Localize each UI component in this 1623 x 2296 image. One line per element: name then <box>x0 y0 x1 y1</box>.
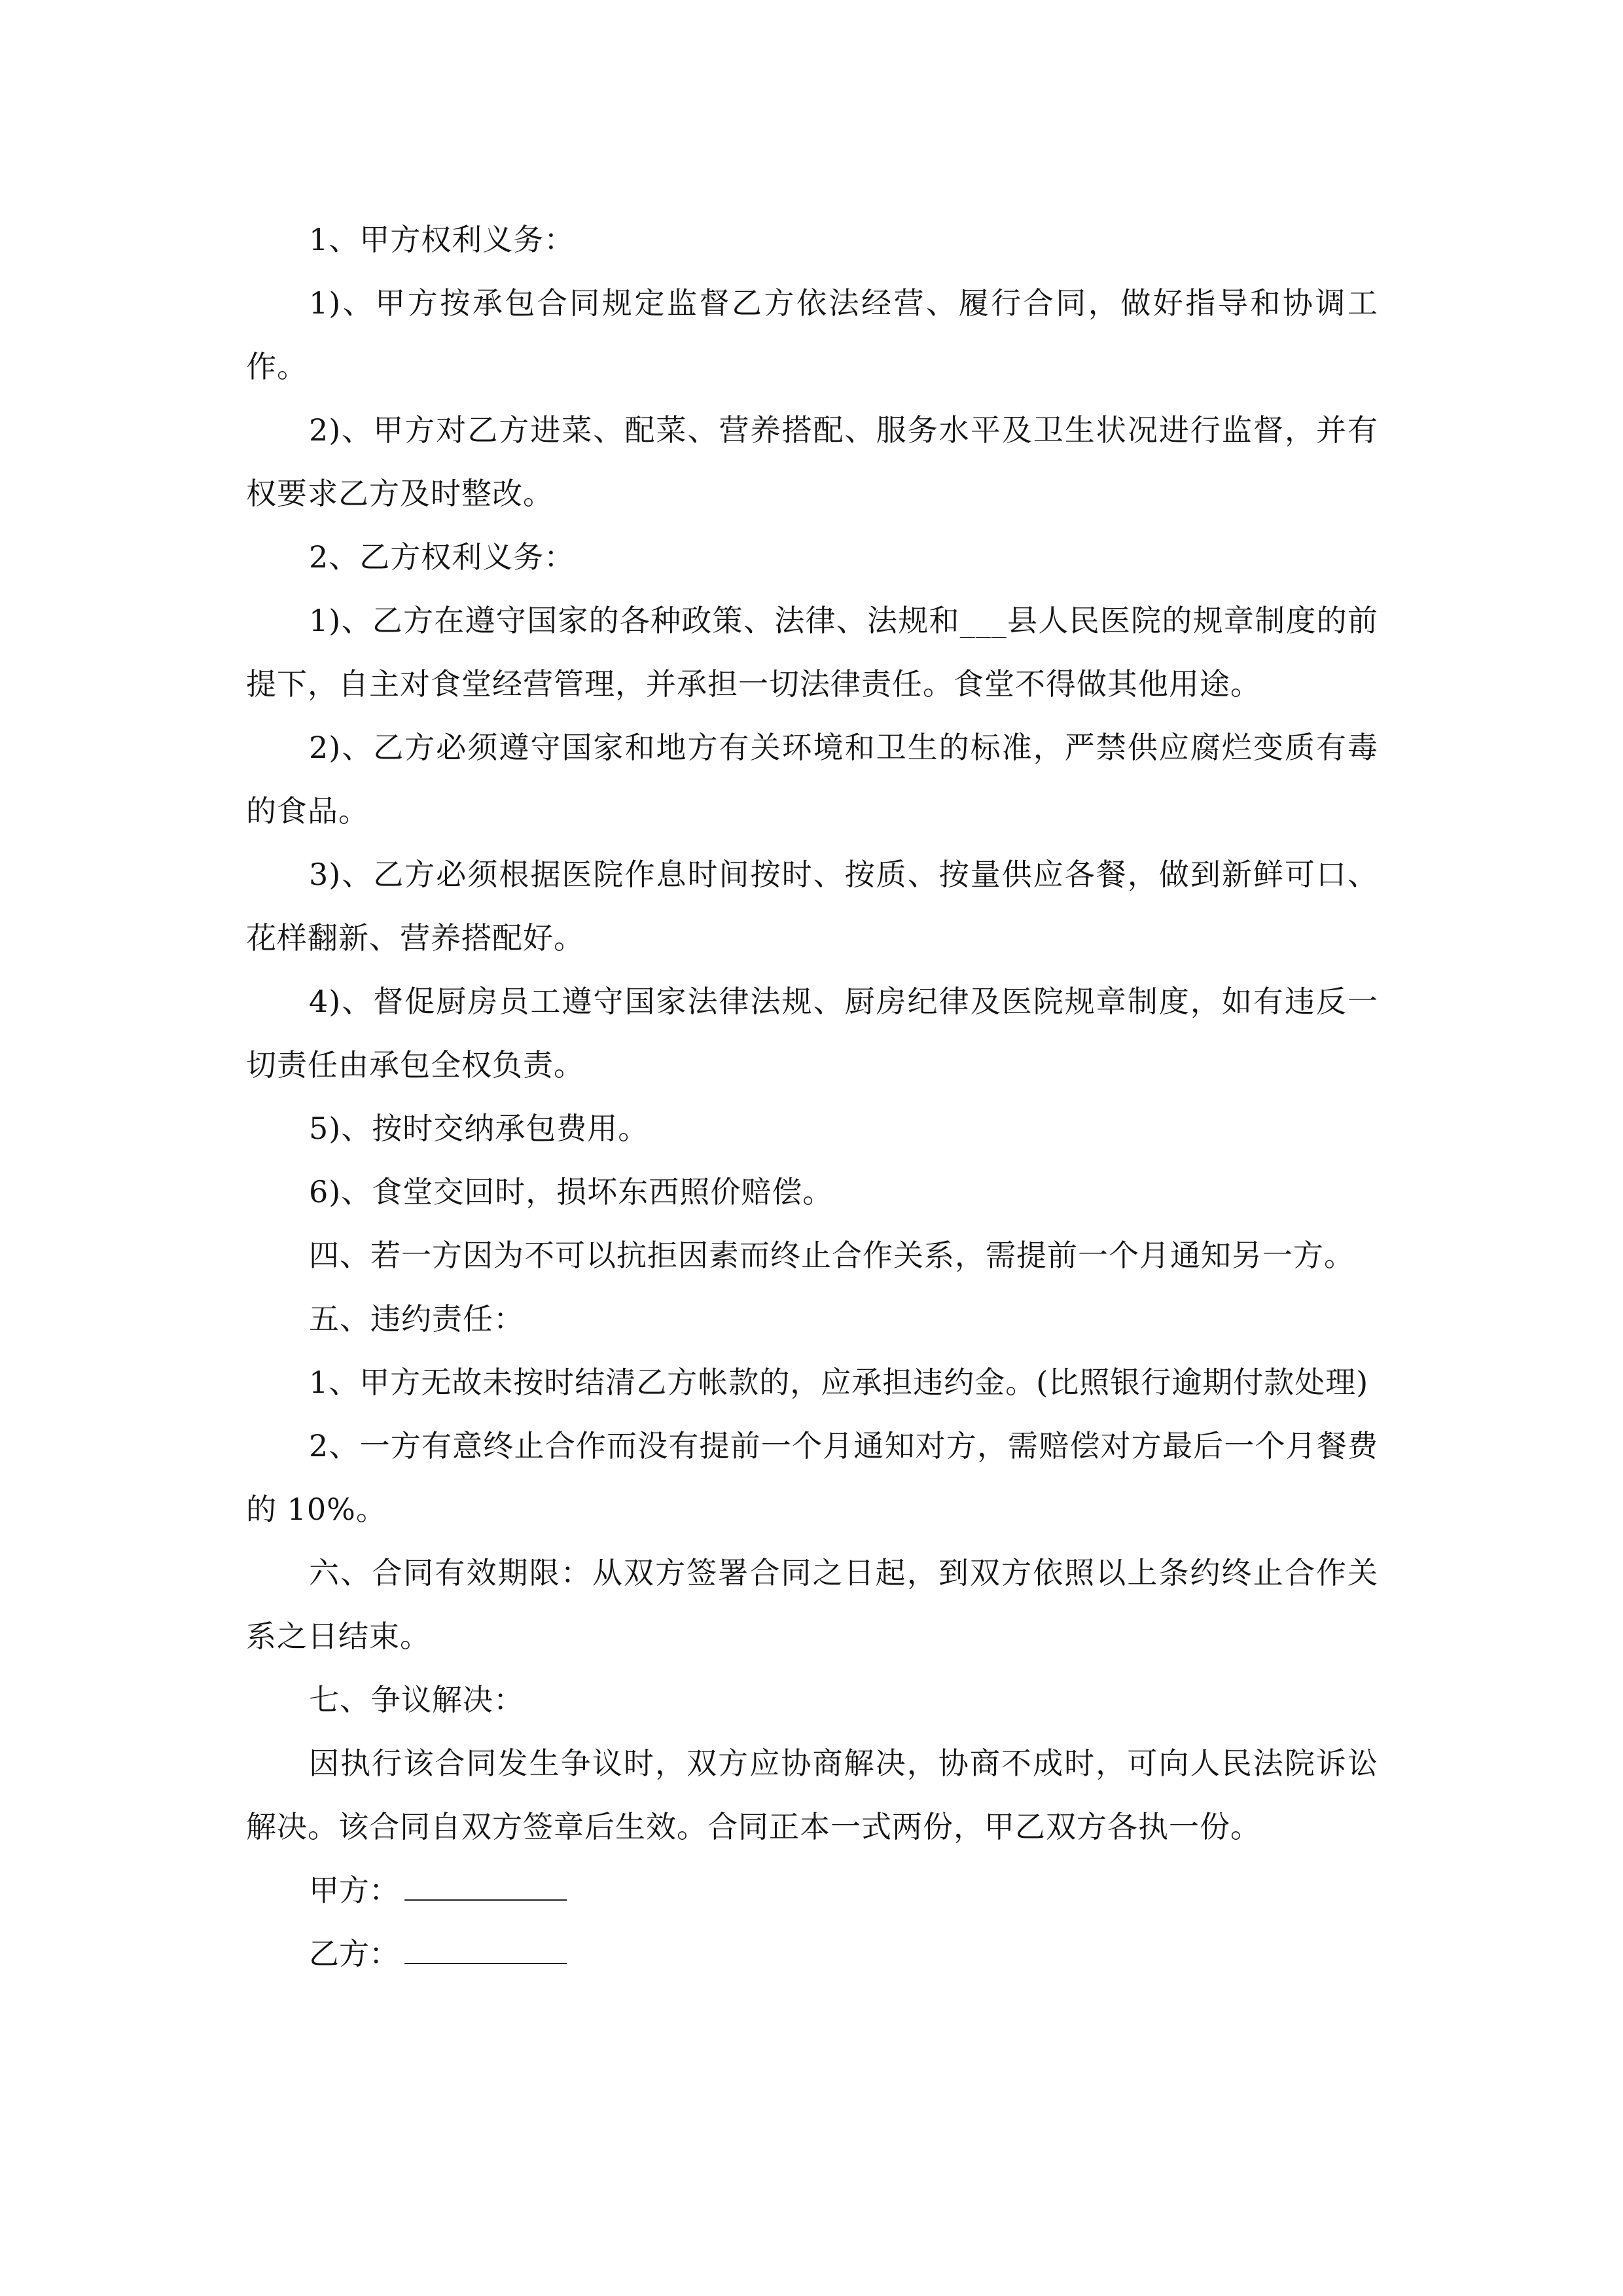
clause-section-7-body: 因执行该合同发生争议时，双方应协商解决，协商不成时，可向人民法院诉讼解决。该合同自双方签章后生效。合同正本一式两份，甲乙双方各执一份。 <box>246 1746 1378 1844</box>
clause-section-5-item-1: 1、甲方无故未按时结清乙方帐款的，应承担违约金。(比照银行逾期付款处理) <box>309 1365 1369 1400</box>
signature-party-b <box>246 1922 1378 1986</box>
clause-party-a-item-1: 1)、甲方按承包合同规定监督乙方依法经营、履行合同，做好指导和协调工作。 <box>246 285 1378 384</box>
signature-party-a-line <box>404 1873 567 1901</box>
clause-party-b-item-2: 2)、乙方必须遵守国家和地方有关环境和卫生的标准，严禁供应腐烂变质有毒的食品。 <box>246 730 1378 829</box>
signature-party-a-label: 甲方： <box>309 1873 399 1908</box>
clause-party-b-item-4: 4)、督促厨房员工遵守国家法律法规、厨房纪律及医院规章制度，如有违反一切责任由承包全权负责。 <box>246 984 1378 1083</box>
clause-party-a-rights-heading: 1、甲方权利义务： <box>309 222 575 257</box>
clause-section-7-heading: 七、争议解决： <box>309 1682 524 1717</box>
signature-party-b-line <box>404 1937 567 1964</box>
clause-section-5-item-2: 2、一方有意终止合作而没有提前一个月通知对方，需赔偿对方最后一个月餐费的 10%。 <box>246 1428 1378 1527</box>
clause-party-a-item-2: 2)、甲方对乙方进菜、配菜、营养搭配、服务水平及卫生状况进行监督，并有权要求乙方及时整改。 <box>246 412 1378 511</box>
clause-party-b-rights-heading: 2、乙方权利义务： <box>309 539 575 575</box>
contract-body <box>246 208 1378 1986</box>
clause-section-4: 四、若一方因为不可以抗拒因素而终止合作关系，需提前一个月通知另一方。 <box>309 1238 1355 1273</box>
clause-party-b-item-5: 5)、按时交纳承包费用。 <box>309 1111 649 1146</box>
signature-party-a <box>246 1859 1378 1922</box>
clause-party-b-item-1: 1)、乙方在遵守国家的各种政策、法律、法规和___县人民医院的规章制度的前提下，自主对食堂经营管理，并承担一切法律责任。食堂不得做其他用途。 <box>246 603 1378 702</box>
clause-section-5-heading: 五、违约责任： <box>309 1301 524 1336</box>
signature-party-b-label: 乙方： <box>309 1936 399 1971</box>
clause-party-b-item-6: 6)、食堂交回时，损坏东西照价赔偿。 <box>309 1174 834 1210</box>
clause-section-6: 六、合同有效期限：从双方签署合同之日起，到双方依照以上条约终止合作关系之日结束。 <box>246 1555 1378 1654</box>
clause-party-b-item-3: 3)、乙方必须根据医院作息时间按时、按质、按量供应各餐，做到新鲜可口、花样翻新、营养搭配好。 <box>246 857 1378 956</box>
